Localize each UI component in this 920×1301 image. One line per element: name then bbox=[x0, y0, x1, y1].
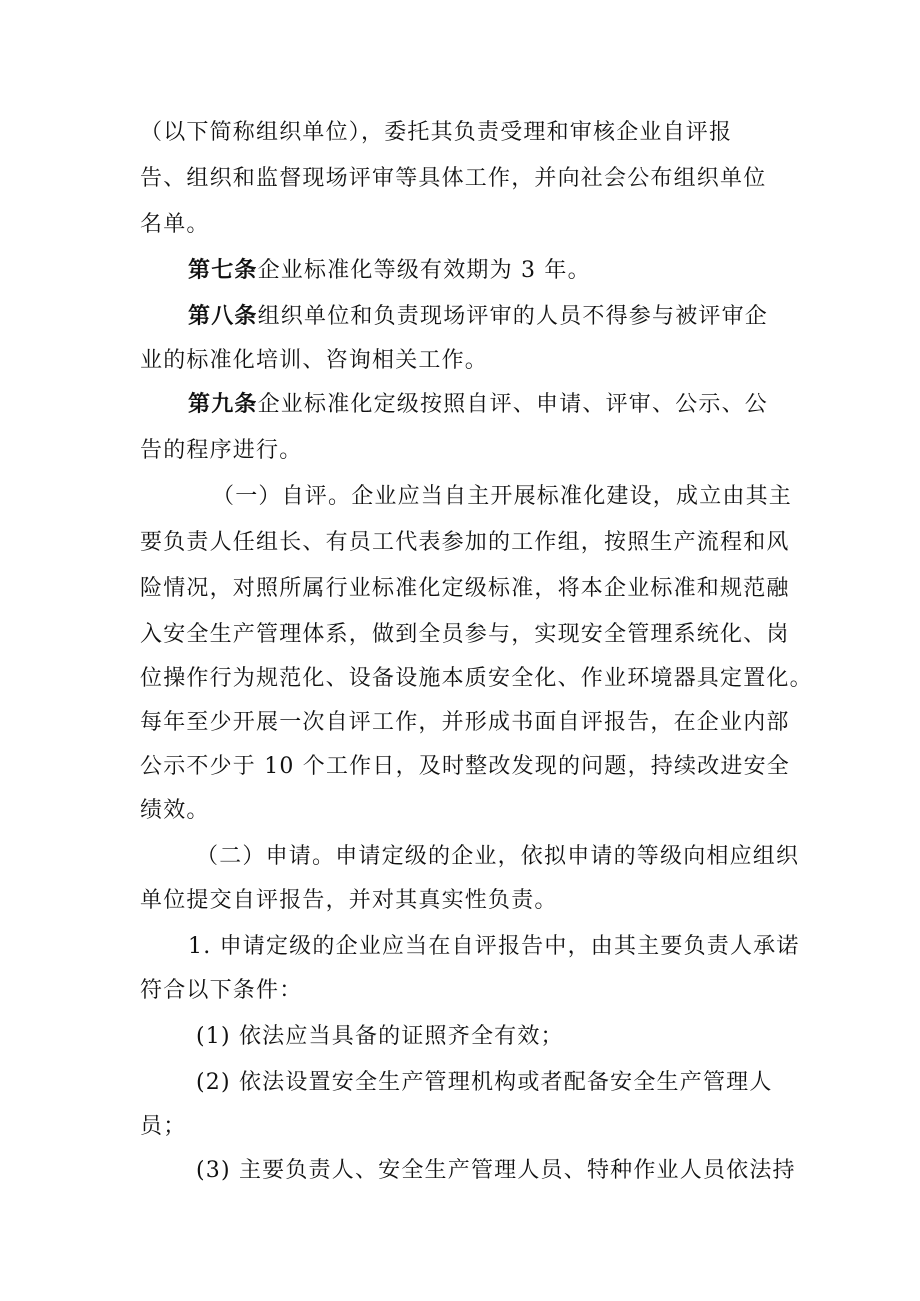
article-9-paragraph bbox=[188, 390, 768, 420]
text-line: 企业标准化等级有效期为 3 年。 bbox=[257, 258, 591, 283]
text-line: 单位提交自评报告，并对其真实性负责。 bbox=[140, 888, 558, 913]
article-8-heading: 第八条 bbox=[188, 304, 258, 329]
text-line: (3) 主要负责人、安全生产管理人员、特种作业人员依法持 bbox=[196, 1158, 796, 1183]
text-line: 名单。 bbox=[140, 212, 210, 237]
text-line: （一）自评。企业应当自主开展标准化建设，成立由其主 bbox=[212, 484, 793, 509]
text-line: 组织单位和负责现场评审的人员不得参与被评审企 bbox=[257, 304, 769, 329]
text-line: 公示不少于 10 个工作日，及时整改发现的问题，持续改进安全 bbox=[140, 754, 790, 779]
text-line: 1. 申请定级的企业应当在自评报告中，由其主要负责人承诺 bbox=[188, 934, 800, 959]
text-line: 绩效。 bbox=[140, 798, 210, 823]
text-line: 入安全生产管理体系，做到全员参与，实现安全管理系统化、岗 bbox=[140, 622, 790, 647]
text-line: (2) 依法设置安全生产管理机构或者配备安全生产管理人 bbox=[196, 1070, 773, 1095]
article-8-paragraph bbox=[188, 302, 768, 332]
text-line: 符合以下条件： bbox=[140, 978, 303, 1003]
text-line: (1) 依法应当具备的证照齐全有效； bbox=[196, 1024, 564, 1049]
text-line: 业的标准化培训、咨询相关工作。 bbox=[140, 348, 489, 373]
text-line: 每年至少开展一次自评工作，并形成书面自评报告，在企业内部 bbox=[140, 710, 790, 735]
text-line: 位操作行为规范化、设备设施本质安全化、作业环境器具定置化。 bbox=[140, 666, 813, 691]
text-line: 要负责人任组长、有员工代表参加的工作组，按照生产流程和风 bbox=[140, 530, 790, 555]
text-line: 险情况，对照所属行业标准化定级标准，将本企业标准和规范融 bbox=[140, 576, 790, 601]
article-7-paragraph bbox=[188, 256, 591, 286]
text-line: 告的程序进行。 bbox=[140, 438, 303, 463]
text-line: 员； bbox=[140, 1114, 187, 1139]
text-line: （二）申请。申请定级的企业，依拟申请的等级向相应组织 bbox=[196, 844, 800, 869]
text-line: 告、组织和监督现场评审等具体工作，并向社会公布组织单位 bbox=[140, 166, 767, 191]
article-7-heading: 第七条 bbox=[188, 258, 258, 283]
text-line: （以下简称组织单位），委托其负责受理和审核企业自评报 bbox=[140, 120, 733, 145]
article-9-heading: 第九条 bbox=[188, 392, 258, 417]
text-line: 企业标准化定级按照自评、申请、评审、公示、公 bbox=[257, 392, 769, 417]
